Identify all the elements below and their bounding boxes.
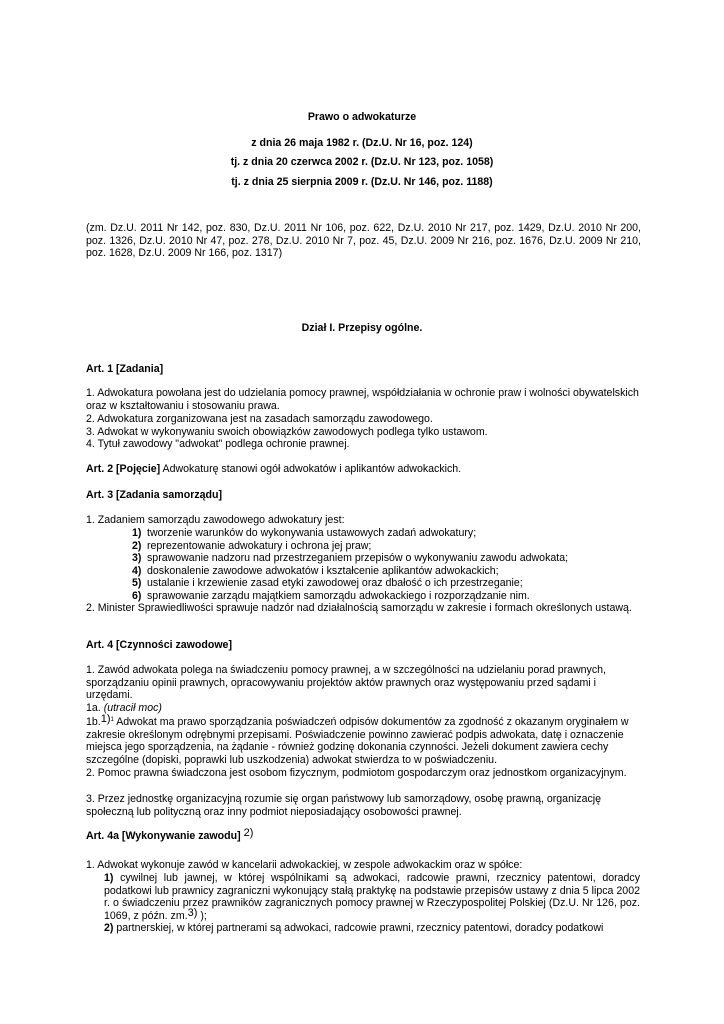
art3-intro: 1. Zadaniem samorządu zawodowego adwokatury jest: <box>86 514 345 526</box>
art1-paragraph-3: 3. Adwokat w wykonywaniu swoich obowiązków zawodowych podlega tylko ustawom. <box>86 426 488 438</box>
list-item: 6) sprawowanie zarządu majątkiem samorządu adwokackiego i rozporządzanie nim. <box>132 589 530 602</box>
art3-title: Art. 3 [Zadania samorządu] <box>86 489 222 501</box>
art2-text: Adwokaturę stanowi ogół adwokatów i aplikantów adwokackich. <box>160 463 462 475</box>
art4-paragraph-1: 1. Zawód adwokata polega na świadczeniu pomocy prawnej, a w szczególności na udzielaniu porad prawnych, sporządzaniu opinii prawnych, opracowywaniu projektów aktów prawnych oraz występowaniu przed sądami i urzędami. <box>86 664 606 701</box>
art1-paragraph-2: 2. Adwokatura zorganizowana jest na zasadach samorządu zawodowego. <box>86 413 433 425</box>
list-item: 2) reprezentowanie adwokatury i ochrona jej praw; <box>132 539 372 552</box>
art1-paragraph-4: 4. Tytuł zawodowy "adwokat" podlega ochronie prawnej. <box>86 438 350 450</box>
art4-paragraph-3: 3. Przez jednostkę organizacyjną rozumie się organ państwowy lub samorządowy, osobę prawną, organizację społeczną lub polityczną oraz inny podmiot nieposiadający osobowości prawnej. <box>86 793 602 818</box>
art4a-item-1: 1) cywilnej lub jawnej, w której wspólnikami są adwokaci, radcowie prawni, rzecznicy patentowi, doradcy podatkowi lub prawnicy zagraniczni wykonujący stałą praktykę na podstawie przepisów ustawy z dnia 5 lipca 2002 r. o świadczeniu przez prawników zagranicznych pomocy prawnej w Rzeczypospolitej Polskiej (Dz.U. Nr 126, poz. 1069, z późn. zm.3) ); <box>104 872 641 922</box>
list-item: 4) doskonalenie zawodowe adwokatów i kształcenie aplikantów adwokackich; <box>132 564 499 577</box>
art4-paragraph-1a: 1a. (utracił moc) <box>86 702 162 714</box>
art3-item-list <box>118 527 638 602</box>
art1-title: Art. 1 [Zadania] <box>86 363 164 375</box>
list-item: 3) sprawowanie nadzoru nad przestrzeganiem przepisów o wykonywaniu zawodu adwokata; <box>132 552 569 564</box>
amendments-list: (zm. Dz.U. 2011 Nr 142, poz. 830, Dz.U. 2011 Nr 106, poz. 622, Dz.U. 2010 Nr 217, poz. 1429, Dz.U. 2010 Nr 200, poz. 1326, Dz.U. 2010 Nr 47, poz. 278, Dz.U. 2010 Nr 7, poz. 45, Dz.U. 2009 Nr 216, poz. 1676, Dz.U. 2009 Nr 210, poz. 1628, Dz.U. 2009 Nr 166, poz. 1317) <box>86 222 641 259</box>
art2-paragraph <box>86 463 641 476</box>
list-item: 1) tworzenie warunków do wykonywania ustawowych zadań adwokatury; <box>132 527 477 539</box>
list-item: 5) ustalanie i krzewienie zasad etyki zawodowej oraz dbałość o ich przestrzeganie; <box>132 577 523 589</box>
footnote-ref[interactable]: 3) <box>187 906 198 919</box>
date-line-2: tj. z dnia 20 czerwca 2002 r. (Dz.U. Nr 123, poz. 1058) <box>230 156 494 168</box>
art4a-item-2: 2) partnerskiej, w której partnerami są adwokaci, radcowie prawni, rzecznicy patentowi, doradcy podatkowi <box>104 922 604 934</box>
art4-paragraph-1b: 1b.1)$^1$ Adwokat ma prawo sporządzania poświadczeń odpisów dokumentów za zgodność z okazanym oryginałem w zakresie określonym odrębnymi przepisami. Poświadczenie powinno zawierać podpis adwokata, datę i oznaczenie miejsca jego sporządzenia, na żądanie - również godzinę dokonania czynności. Jeżeli dokument zawiera cechy szczególne (dopiski, poprawki lub uszkodzenia) adwokat stwierdza to w poświadczeniu. <box>86 713 629 766</box>
date-line-3: tj. z dnia 25 sierpnia 2009 r. (Dz.U. Nr 146, poz. 1188) <box>231 176 493 188</box>
date-line-1: z dnia 26 maja 1982 r. (Dz.U. Nr 16, poz. 124) <box>251 137 473 149</box>
footnote-mark: 1 <box>110 717 114 723</box>
art1-paragraph-1: 1. Adwokatura powołana jest do udzielania pomocy prawnej, współdziałania w ochronie praw i wolności obywatelskich oraz w kształtowaniu i stosowaniu prawa. <box>86 387 639 412</box>
art4a-intro: 1. Adwokat wykonuje zawód w kancelarii adwokackiej, w zespole adwokackim oraz w spółce: <box>86 859 523 871</box>
art4a-title-line <box>86 827 641 843</box>
art2-title: Art. 2 [Pojęcie] <box>86 463 161 475</box>
footnote-ref[interactable]: 1) <box>100 713 111 725</box>
art4-paragraph-2: 2. Pomoc prawna świadczona jest osobom fizycznym, podmiotom gospodarczym oraz jednostkom organizacyjnym. <box>86 767 627 779</box>
art3-paragraph-2: 2. Minister Sprawiedliwości sprawuje nadzór nad działalnością samorządu w zakresie i formach określonych ustawą. <box>86 602 632 614</box>
footnote-ref[interactable]: 2) <box>243 827 254 839</box>
art4-title: Art. 4 [Czynności zawodowe] <box>86 639 232 651</box>
document-title: Prawo o adwokaturze <box>307 111 417 123</box>
section-title: Dział I. Przepisy ogólne. <box>301 322 423 334</box>
art4a-title: Art. 4a [Wykonywanie zawodu] <box>86 830 241 842</box>
